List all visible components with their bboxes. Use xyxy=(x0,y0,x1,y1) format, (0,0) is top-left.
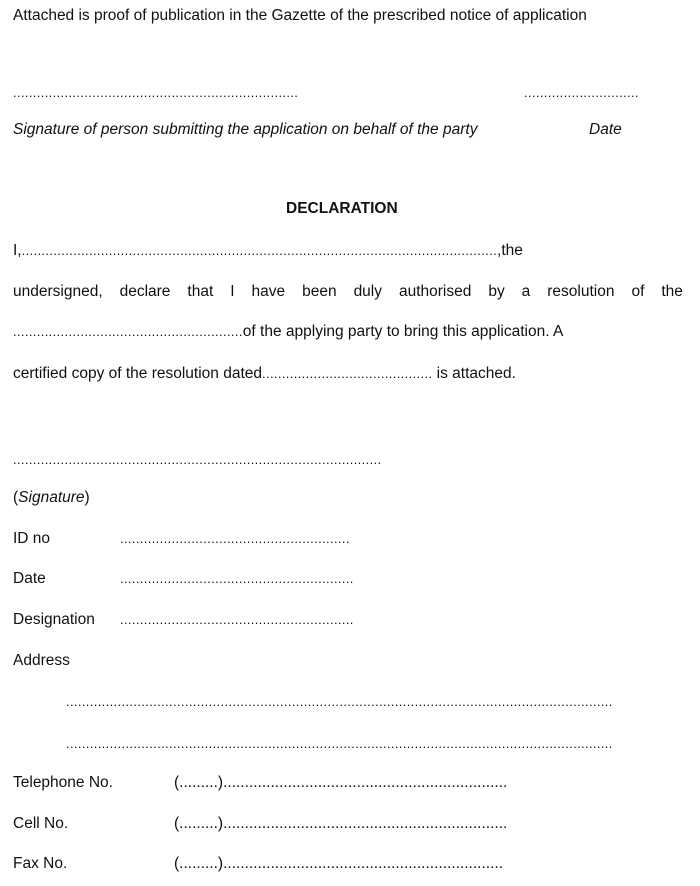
telephone-blank: (.........).................................................................. xyxy=(174,774,508,791)
fax-label: Fax No. xyxy=(13,855,68,872)
declaration-line-2-word: by xyxy=(488,283,505,300)
submission-date-line: ............................. xyxy=(524,85,639,100)
declaration-line-4-prefix: certified copy of the resolution dated xyxy=(13,365,263,382)
declaration-line-2-word: that xyxy=(187,283,214,300)
declaration-line-4-suffix: is attached. xyxy=(432,365,516,382)
fax-blank: (.........)................................................................. xyxy=(174,855,503,872)
declaration-title: DECLARATION xyxy=(286,200,398,217)
declaration-line-2-word: the xyxy=(661,283,683,300)
declaration-line-2-word: resolution xyxy=(547,283,615,300)
submitter-signature-caption: Signature of person submitting the application on behalf of the party xyxy=(13,121,478,138)
declaration-line-2-word: of xyxy=(631,283,645,300)
declaration-line-2 xyxy=(13,282,683,302)
declarant-signature-line: ............................................................................................. xyxy=(13,452,382,467)
caption-open-paren: ( xyxy=(13,489,19,506)
declaration-line-2-word: have xyxy=(251,283,286,300)
cell-label: Cell No. xyxy=(13,815,69,832)
id-no-blank: .......................................................... xyxy=(120,531,350,546)
declaration-line-1-prefix: I, xyxy=(13,242,22,259)
declarant-signature-caption xyxy=(13,488,90,508)
submission-date-caption: Date xyxy=(589,121,622,138)
declaration-line-2-word: duly xyxy=(353,283,382,300)
declaration-line-1 xyxy=(13,241,523,261)
caption-close-paren: ) xyxy=(84,489,90,506)
declaration-line-4 xyxy=(13,364,516,384)
declaration-line-2-word: declare xyxy=(119,283,171,300)
date-label: Date xyxy=(13,570,46,587)
address-blank-1: .......................................................................................................................................... xyxy=(66,694,613,709)
designation-blank: ........................................................... xyxy=(120,612,354,627)
cell-blank: (.........).................................................................. xyxy=(174,815,508,832)
declarant-name-blank: ........................................................................................................................ xyxy=(21,243,498,258)
submitter-signature-line: ........................................................................ xyxy=(13,85,299,100)
resolution-date-blank: ........................................... xyxy=(262,366,433,381)
declaration-line-1-suffix: ,the xyxy=(497,242,523,259)
declaration-line-2-word: undersigned, xyxy=(13,283,103,300)
signature-word: Signature xyxy=(18,489,85,506)
declaration-line-2-word: authorised xyxy=(398,283,472,300)
organisation-blank: .......................................................... xyxy=(13,324,243,339)
id-no-label: ID no xyxy=(13,530,51,547)
designation-label: Designation xyxy=(13,611,95,628)
declaration-line-2-word: I xyxy=(230,283,235,300)
intro-text: Attached is proof of publication in the Gazette of the prescribed notice of application xyxy=(13,7,587,24)
address-blank-2: .......................................................................................................................................... xyxy=(66,736,613,751)
declaration-line-3 xyxy=(13,322,563,342)
telephone-label: Telephone No. xyxy=(13,774,113,791)
address-label: Address xyxy=(13,652,70,669)
date-blank: ........................................................... xyxy=(120,571,354,586)
declaration-line-2-word: been xyxy=(302,283,337,300)
declaration-line-2-word: a xyxy=(521,283,531,300)
declaration-line-3-text: of the applying party to bring this application. A xyxy=(242,323,564,340)
